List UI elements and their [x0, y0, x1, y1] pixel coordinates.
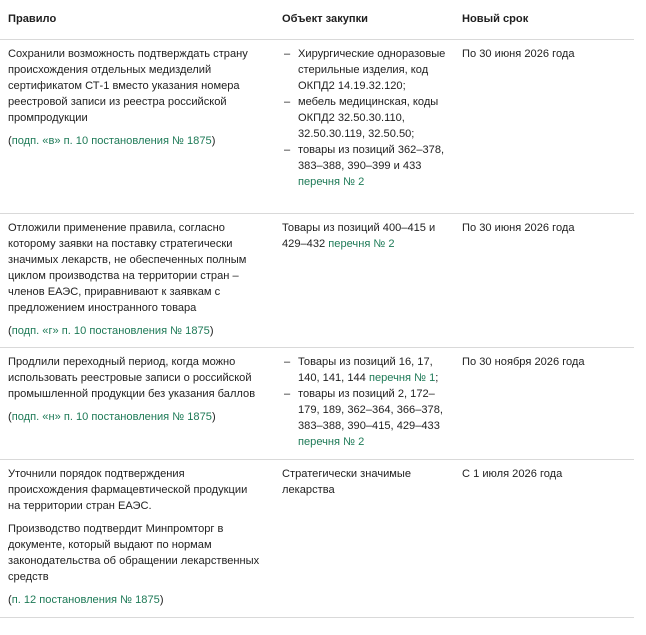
rule-reference: (подп. «н» п. 10 постановления № 1875)	[8, 411, 216, 423]
list-link[interactable]: перечня № 2	[328, 238, 395, 250]
reference-link[interactable]: подп. «н» п. 10 постановления № 1875	[11, 411, 212, 423]
header-deadline: Новый срок	[454, 3, 634, 40]
rule-text: Уточнили порядок подтверждения происхождения фармацевтической продукции на территории стран ЕАЭС.	[8, 468, 248, 512]
rule-reference: (подп. «г» п. 10 постановления № 1875)	[8, 325, 214, 337]
list-link[interactable]: перечня № 2	[298, 176, 365, 188]
list-link[interactable]: перечня № 1	[368, 372, 436, 384]
deadline-cell: По 30 июня 2026 года	[454, 214, 634, 348]
deadline-cell: По 30 июня 2026 года	[454, 40, 634, 214]
rule-text: Отложили применение правила, согласно которому заявки на поставку стратегически значимых лекарств, не обеспеченных полным циклом производства на территории стран – членов ЕАЭС, приравнивают к заявкам с предложением иностранного товара	[8, 222, 247, 314]
object-list	[282, 354, 446, 450]
rule-reference: (п. 12 постановления № 1875)	[8, 594, 164, 606]
object-list	[282, 46, 446, 190]
rule-cell	[0, 460, 274, 618]
list-item: – мебель медицинская, коды ОКПД2 32.50.30.110, 32.50.30.119, 32.50.50;	[282, 94, 446, 142]
rule-cell	[0, 40, 274, 214]
rule-reference: (подп. «в» п. 10 постановления № 1875)	[8, 135, 216, 147]
list-link[interactable]: перечня № 2	[298, 436, 365, 448]
rule-cell	[0, 214, 274, 348]
object-cell: Стратегически значимые лекарства	[274, 460, 454, 618]
table-header-row	[0, 3, 634, 40]
rule-text: Продлили переходный период, когда можно использовать реестровые записи о российской промышленной продукции без указания баллов	[8, 356, 256, 400]
reference-link[interactable]: п. 12 постановления № 1875	[11, 594, 160, 606]
table-row	[0, 348, 634, 460]
list-item: – товары из позиций 2, 172–179, 189, 362–364, 366–378, 383–388, 390–415, 429–433 перечня № 2	[282, 386, 446, 450]
list-item: – Товары из позиций 16, 17, 140, 141, 144 перечня № 1;	[282, 354, 446, 386]
table-row	[0, 460, 634, 618]
header-rule: Правило	[0, 3, 274, 40]
procurement-rules-table	[0, 3, 634, 618]
table-row	[0, 214, 634, 348]
reference-link[interactable]: подп. «г» п. 10 постановления № 1875	[11, 325, 210, 337]
list-item: – Хирургические одноразовые стерильные изделия, код ОКПД2 14.19.32.120;	[282, 46, 446, 94]
table-row	[0, 40, 634, 214]
rule-text: Сохранили возможность подтверждать страну происхождения отдельных медизделий сертификатом СТ-1 вместо указания номера реестровой записи из реестра российской промпродукции	[8, 48, 248, 124]
header-object: Объект закупки	[274, 3, 454, 40]
reference-link[interactable]: подп. «в» п. 10 постановления № 1875	[11, 135, 212, 147]
object-cell	[274, 40, 454, 214]
rule-text-detail: Производство подтвердит Минпромторг в документе, который выдают по нормам законодательства об обращении лекарственных средств	[8, 523, 260, 583]
deadline-cell: По 30 ноября 2026 года	[454, 348, 634, 460]
object-cell	[274, 348, 454, 460]
deadline-cell: С 1 июля 2026 года	[454, 460, 634, 618]
list-item: – товары из позиций 362–378, 383–388, 390–399 и 433 перечня № 2	[282, 142, 446, 190]
rule-cell	[0, 348, 274, 460]
object-cell: Товары из позиций 400–415 и 429–432 перечня № 2	[274, 214, 454, 348]
